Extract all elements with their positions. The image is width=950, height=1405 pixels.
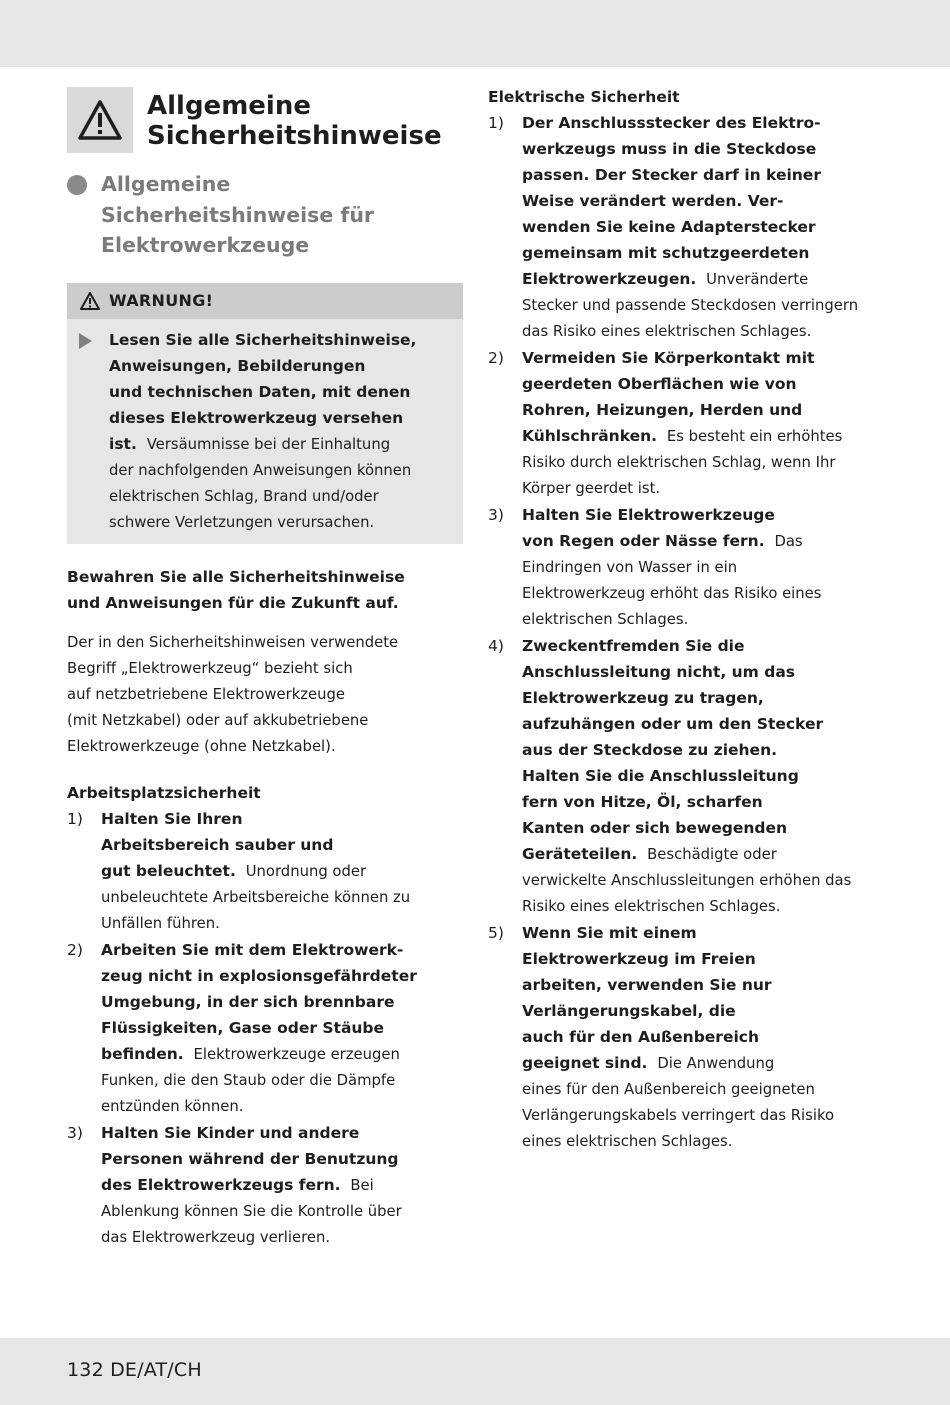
text-line: Begriff „Elektrowerkzeug“ bezieht sich <box>67 659 353 677</box>
text-line <box>101 858 463 885</box>
text-line: Elektrowerkzeug im Freien <box>522 950 756 968</box>
text-line: Risiko eines elektrischen Schlages. <box>522 898 781 915</box>
warning-label: WARNUNG! <box>109 291 214 310</box>
text-line: schwere Verletzungen verursachen. <box>109 513 375 531</box>
normal-fragment: Bei <box>350 1176 374 1194</box>
text-line: Zweckentfremden Sie die <box>522 637 745 655</box>
list-item <box>488 633 888 920</box>
bold-fragment: Geräteteilen. <box>522 845 638 863</box>
text-line: entzünden können. <box>101 1097 244 1115</box>
text-line: elektrischen Schlag, Brand und/oder <box>109 487 379 505</box>
bold-fragment: des Elektrowerkzeugs fern. <box>101 1175 341 1194</box>
subtitle-line: Allgemeine <box>101 172 231 196</box>
text-line: Flüssigkeiten, Gase oder Stäube <box>101 1018 385 1037</box>
text-line <box>109 431 416 458</box>
normal-fragment: Es besteht ein erhöhtes <box>666 428 843 445</box>
warning-icon-box <box>67 87 133 153</box>
bold-fragment: von Regen oder Nässe fern. <box>522 532 765 550</box>
list-item <box>67 937 463 1120</box>
text-line: das Risiko eines elektrischen Schlages. <box>522 323 812 340</box>
item-number: 1) <box>488 114 504 132</box>
list-item <box>488 502 888 633</box>
definition-paragraph <box>67 630 463 760</box>
normal-fragment: Unveränderte <box>706 271 809 288</box>
text-line: Kanten oder sich bewegenden <box>522 819 788 837</box>
text-line: das Elektrowerkzeug verlieren. <box>101 1228 331 1246</box>
text-line <box>101 1172 463 1199</box>
text-line: (mit Netzkabel) oder auf akkubetriebene <box>67 711 369 729</box>
subsection-title <box>101 169 374 261</box>
warning-text <box>109 327 416 536</box>
item-number: 2) <box>488 349 504 367</box>
item-number: 2) <box>67 940 83 959</box>
text-line: Elektrowerkzeug erhöht das Risiko eines <box>522 585 822 602</box>
text-line: eines elektrischen Schlages. <box>522 1133 733 1150</box>
text-line: aufzuhängen oder um den Stecker <box>522 715 824 733</box>
list-item <box>67 1120 463 1251</box>
bullet-dot-icon <box>67 175 87 195</box>
workplace-title: Arbeitsplatzsicherheit <box>67 783 261 802</box>
text-line <box>522 266 888 293</box>
top-band <box>0 0 950 67</box>
item-text <box>101 1120 463 1251</box>
text-line: und technischen Daten, mit denen <box>109 382 411 401</box>
subtitle-line: Elektrowerkzeuge <box>101 233 310 257</box>
arrow-bullet-icon <box>79 333 92 349</box>
text-line: wenden Sie keine Adapterstecker <box>522 218 816 236</box>
text-line: Halten Sie Kinder und andere <box>101 1123 360 1142</box>
normal-fragment: Das <box>774 533 803 550</box>
text-line: Funken, die den Staub oder die Dämpfe <box>101 1071 396 1089</box>
normal-fragment: Versäumnisse bei der Einhaltung <box>146 435 391 453</box>
bold-fragment: befinden. <box>101 1044 184 1063</box>
text-line: dieses Elektrowerkzeug versehen <box>109 408 404 427</box>
right-column <box>488 84 888 1155</box>
warning-block <box>67 283 463 544</box>
warning-small-icon <box>79 291 101 311</box>
text-line: gemeinsam mit schutzgeerdeten <box>522 244 810 262</box>
warning-body <box>67 319 463 536</box>
text-line: Verlängerungskabel, die <box>522 1002 736 1020</box>
text-line: fern von Hitze, Öl, scharfen <box>522 793 763 811</box>
text-line: Personen während der Benutzung <box>101 1149 399 1168</box>
bold-fragment: Kühlschränken. <box>522 427 658 445</box>
item-number: 4) <box>488 637 504 655</box>
item-number: 3) <box>67 1123 83 1142</box>
item-text <box>522 633 888 920</box>
bold-fragment: geeignet sind. <box>522 1054 648 1072</box>
list-item <box>67 806 463 937</box>
text-line: Arbeiten Sie mit dem Elektrowerk- <box>101 940 404 959</box>
text-line: Körper geerdet ist. <box>522 480 661 497</box>
text-line: geerdeten Oberflächen wie von <box>522 375 797 393</box>
item-text <box>522 502 888 633</box>
text-line: Lesen Sie alle Sicherheitshinweise, <box>109 330 417 349</box>
item-number: 1) <box>67 809 83 828</box>
text-line <box>101 1041 463 1068</box>
text-line: Eindringen von Wasser in ein <box>522 559 738 576</box>
text-line: Halten Sie die Anschlussleitung <box>522 767 799 785</box>
normal-fragment: Beschädigte oder <box>647 846 777 863</box>
bold-fragment: gut beleuchtet. <box>101 861 236 880</box>
text-line: der nachfolgenden Anweisungen können <box>109 461 412 479</box>
text-line: Elektrowerkzeuge (ohne Netzkabel). <box>67 737 336 755</box>
text-line <box>522 841 888 868</box>
text-line: Verlängerungskabels verringert das Risiko <box>522 1107 835 1124</box>
title-line: Sicherheitshinweise <box>147 121 442 151</box>
text-line: Risiko durch elektrischen Schlag, wenn Ihr <box>522 454 836 471</box>
text-line: werkzeugs muss in die Steckdose <box>522 140 817 158</box>
text-line: Umgebung, in der sich brennbare <box>101 992 395 1011</box>
subsection-header <box>67 169 463 261</box>
item-text <box>522 345 888 502</box>
text-line <box>522 528 888 555</box>
text-line: Arbeitsbereich sauber und <box>101 835 334 854</box>
text-line: Anweisungen, Bebilderungen <box>109 356 366 375</box>
text-line: elektrischen Schlages. <box>522 611 689 628</box>
item-text <box>522 920 888 1155</box>
text-line: eines für den Außenbereich geeigneten <box>522 1081 815 1098</box>
list-item <box>488 345 888 502</box>
text-line: Elektrowerkzeug zu tragen, <box>522 689 764 707</box>
text-line: und Anweisungen für die Zukunft auf. <box>67 593 399 612</box>
normal-fragment: Die Anwendung <box>657 1055 775 1072</box>
text-line <box>522 1050 888 1077</box>
text-line: Weise verändert werden. Ver- <box>522 192 784 210</box>
text-line: Halten Sie Elektrowerkzeuge <box>522 506 775 524</box>
text-line: auch für den Außenbereich <box>522 1028 759 1046</box>
text-line: Wenn Sie mit einem <box>522 924 697 942</box>
text-line: Stecker und passende Steckdosen verringern <box>522 297 859 314</box>
text-line: zeug nicht in explosionsgefährdeter <box>101 966 417 985</box>
text-line: Halten Sie Ihren <box>101 809 243 828</box>
text-line: aus der Steckdose zu ziehen. <box>522 741 777 759</box>
section-header <box>67 87 463 153</box>
item-number: 3) <box>488 506 504 524</box>
text-line: Ablenkung können Sie die Kontrolle über <box>101 1202 402 1220</box>
bold-fragment: ist. <box>109 434 137 453</box>
text-line: arbeiten, verwenden Sie nur <box>522 976 772 994</box>
keep-instructions <box>67 564 463 616</box>
text-line: auf netzbetriebene Elektrowerkzeuge <box>67 685 346 703</box>
text-line <box>522 423 888 450</box>
text-line: Der in den Sicherheitshinweisen verwendete <box>67 633 399 651</box>
text-line: passen. Der Stecker darf in keiner <box>522 166 821 184</box>
text-line: Rohren, Heizungen, Herden und <box>522 401 803 419</box>
subtitle-line: Sicherheitshinweise für <box>101 202 375 227</box>
electrical-title: Elektrische Sicherheit <box>488 88 680 106</box>
page-number: 132 DE/AT/CH <box>67 1359 202 1381</box>
bold-fragment: Elektrowerkzeugen. <box>522 270 697 288</box>
text-line: Unfällen führen. <box>101 914 220 932</box>
text-line: Vermeiden Sie Körperkontakt mit <box>522 349 815 367</box>
warning-triangle-icon <box>77 99 123 141</box>
text-line: unbeleuchtete Arbeitsbereiche können zu <box>101 888 411 906</box>
page-title <box>147 91 447 151</box>
text-line: Bewahren Sie alle Sicherheitshinweise <box>67 567 405 586</box>
normal-fragment: Unordnung oder <box>245 862 367 880</box>
normal-fragment: Elektrowerkzeuge erzeugen <box>193 1045 400 1063</box>
title-line: Allgemeine <box>147 91 311 121</box>
item-text <box>101 937 463 1120</box>
list-item <box>488 920 888 1155</box>
text-line: Der Anschlussstecker des Elektro- <box>522 114 821 132</box>
item-text <box>101 806 463 937</box>
left-column <box>67 87 463 1251</box>
list-item <box>488 110 888 345</box>
warning-header <box>67 283 463 319</box>
item-text <box>522 110 888 345</box>
text-line: verwickelte Anschlussleitungen erhöhen das <box>522 872 852 889</box>
item-number: 5) <box>488 924 504 942</box>
text-line: Anschlussleitung nicht, um das <box>522 663 796 681</box>
